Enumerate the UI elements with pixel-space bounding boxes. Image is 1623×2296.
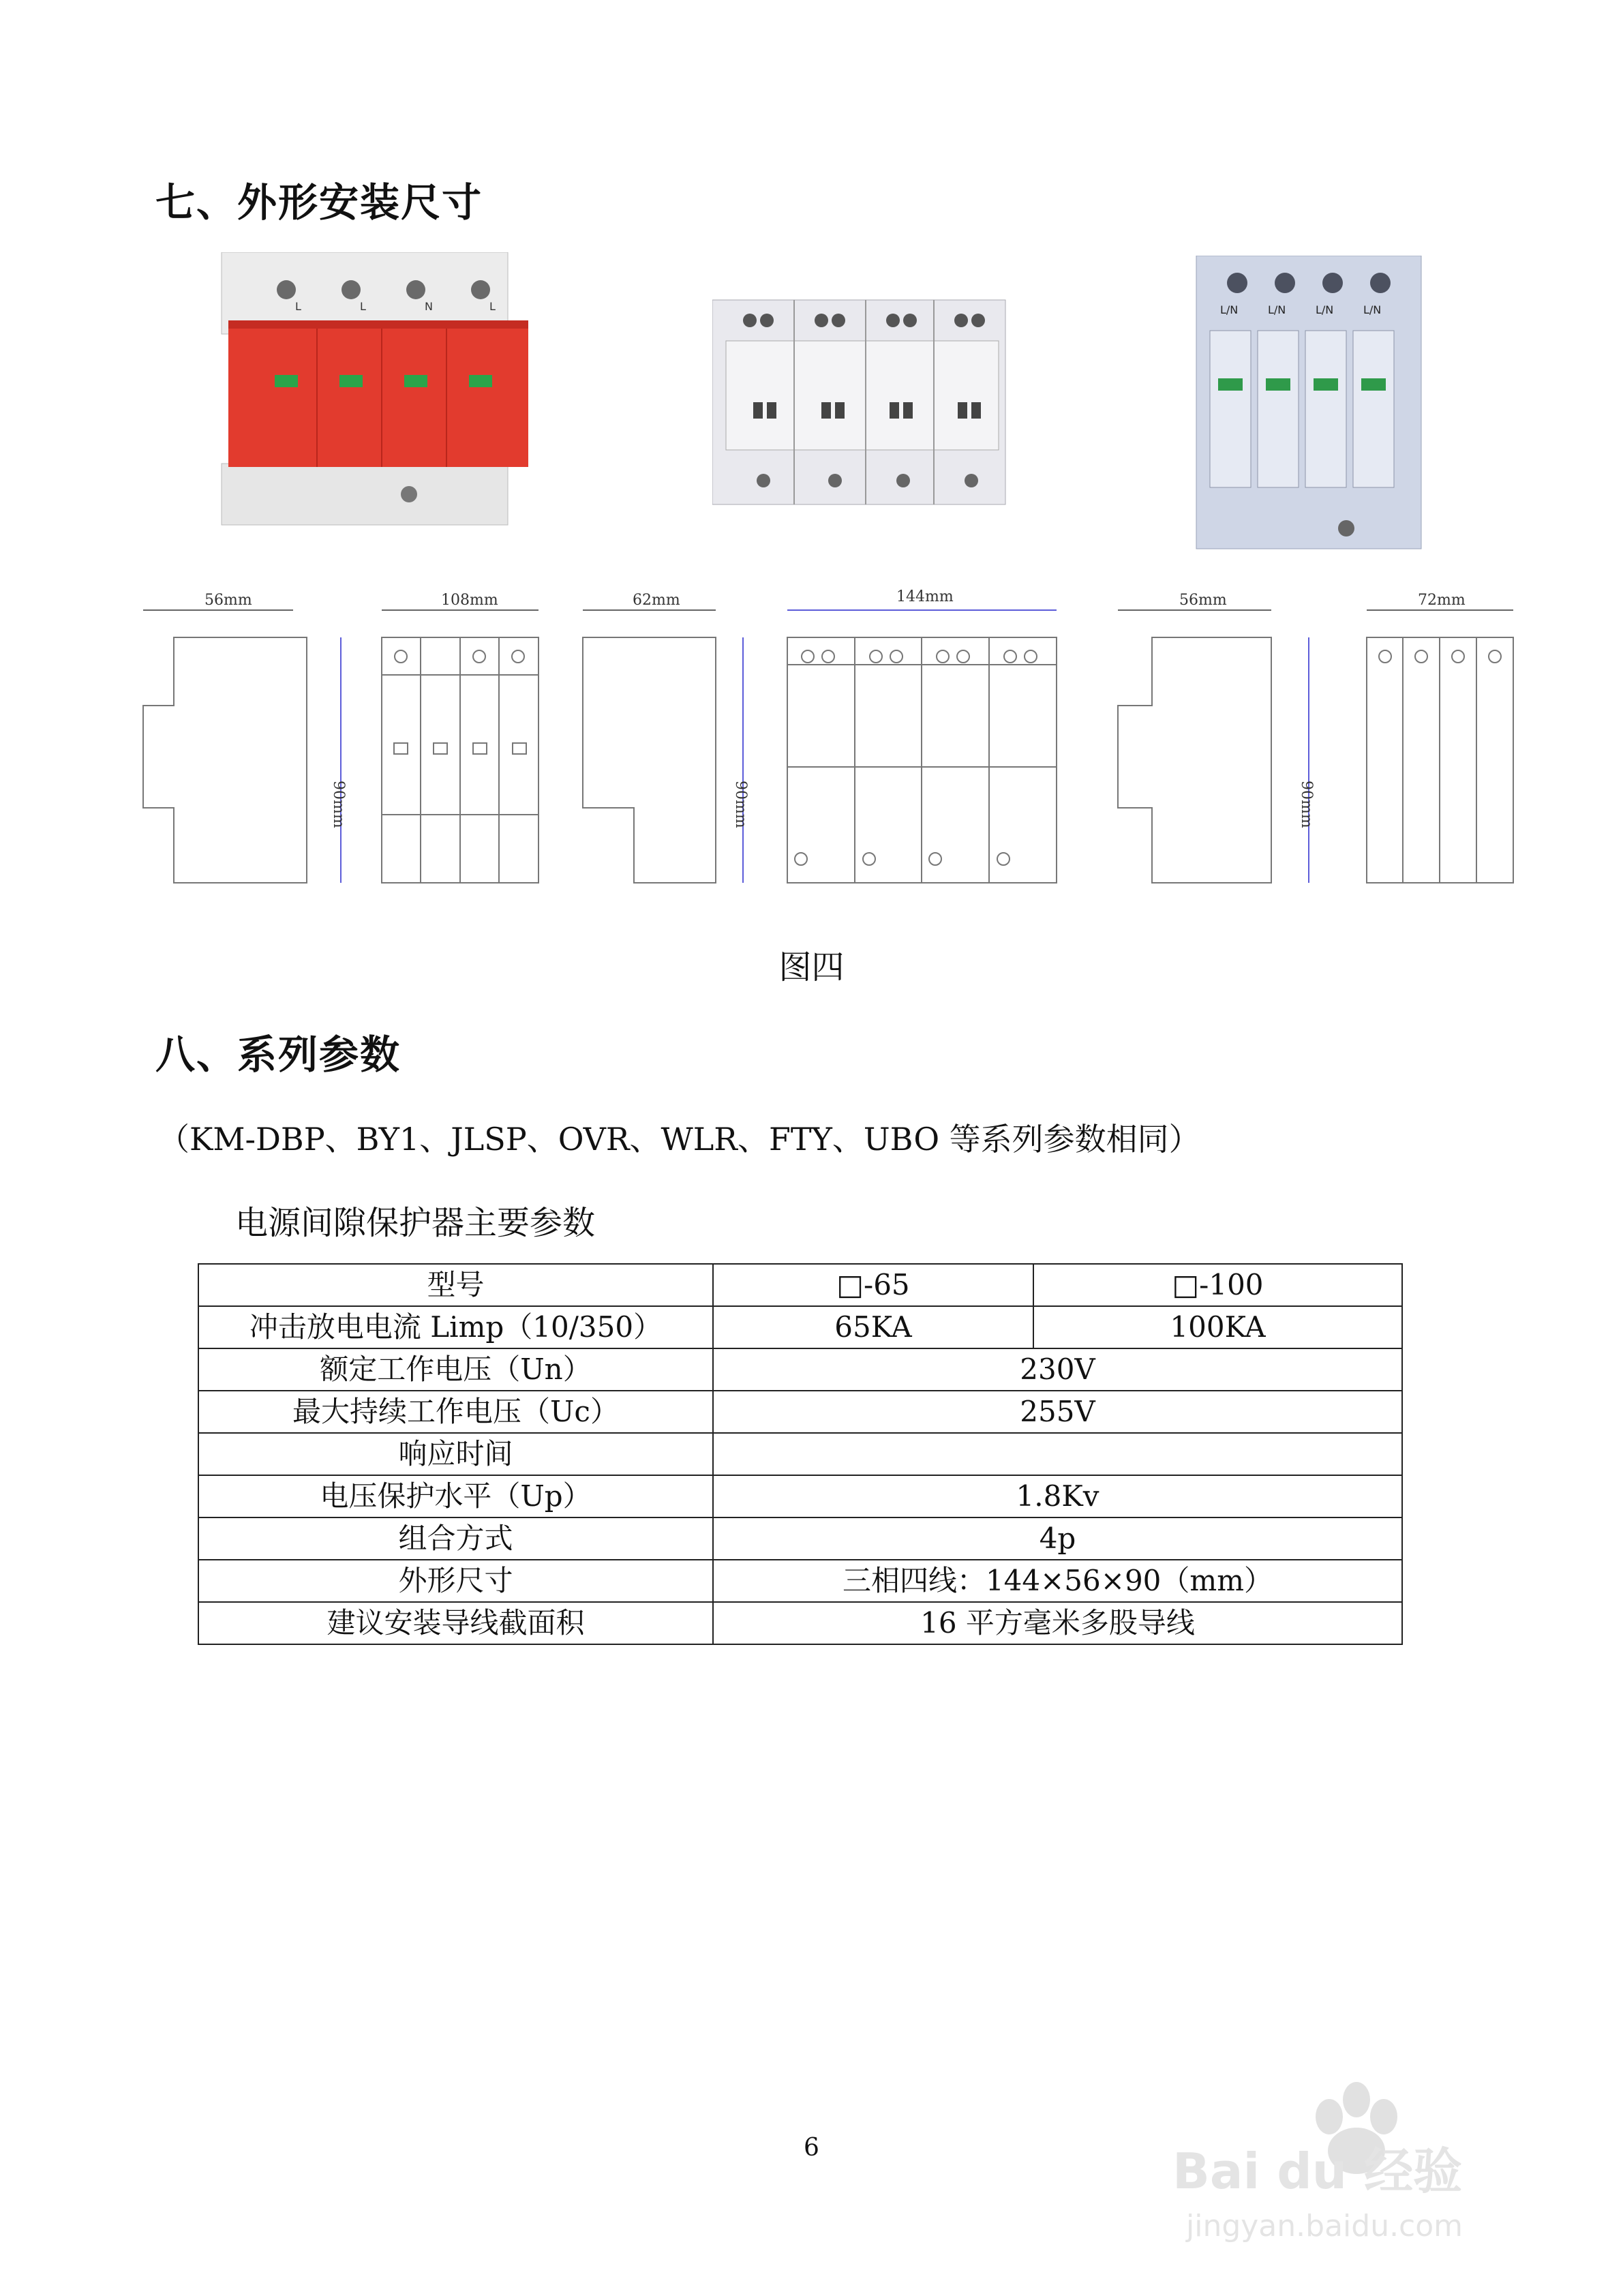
table-cell: 4p [713,1517,1402,1560]
height-label-90mm: 90mm [330,781,347,828]
table-cell: 230V [713,1348,1402,1391]
width-label-108mm: 108mm [441,592,498,609]
height-label-90mm: 90mm [732,781,749,828]
table-cell-label: 电压保护水平（Up） [198,1475,713,1517]
table-cell: 16 平方毫米多股导线 [713,1602,1402,1644]
baidu-jingyan-watermark [1159,2052,1541,2256]
table-row [198,1264,1402,1306]
white-surge-protector-photo [712,293,1026,511]
table-row [198,1348,1402,1391]
table-cell-label: 响应时间 [198,1433,713,1475]
width-label-56mm: 56mm [204,592,252,609]
table-cell-label: 组合方式 [198,1517,713,1560]
table-cell-label: 建议安装导线截面积 [198,1602,713,1644]
table-cell-label: 外形尺寸 [198,1560,713,1602]
dimension-drawings [136,583,1527,896]
table-cell-label: 额定工作电压（Un） [198,1348,713,1391]
watermark-url: jingyan.baidu.com [1186,2209,1463,2244]
table-row [198,1475,1402,1517]
table-cell [713,1433,1402,1475]
parameter-table [198,1263,1403,1645]
blue-surge-protector-photo [1189,256,1435,556]
table-row [198,1306,1402,1348]
width-label-144mm: 144mm [896,588,954,605]
watermark-brand: Bai du 经验 [1172,2143,1463,2200]
table-title: 电源间隙保护器主要参数 [235,1204,596,1242]
width-label-72mm: 72mm [1418,592,1466,609]
table-row [198,1560,1402,1602]
table-cell: □-65 [713,1264,1033,1306]
terminal-label: L/N [1220,303,1239,316]
height-label-90mm: 90mm [1298,781,1315,828]
width-label-56mm: 56mm [1179,592,1227,609]
table-cell-label: 最大持续工作电压（Uc） [198,1391,713,1433]
table-cell: 65KA [713,1306,1033,1348]
table-row [198,1517,1402,1560]
table-cell-label: 冲击放电电流 Limp（10/350） [198,1306,713,1348]
figure-caption: 图四 [778,948,845,986]
page-number: 6 [804,2134,819,2162]
table-cell: 255V [713,1391,1402,1433]
terminal-label: L [295,300,301,313]
table-cell: 1.8Kv [713,1475,1402,1517]
table-row [198,1433,1402,1475]
series-note: （KM-DBP、BY1、JLSP、OVR、WLR、FTY、UBO 等系列参数相同） [158,1121,1200,1158]
table-cell: 三相四线：144×56×90（mm） [713,1560,1402,1602]
table-cell-label: 型号 [198,1264,713,1306]
terminal-label: L/N [1363,303,1382,316]
terminal-label: L/N [1268,303,1286,316]
section-heading-dimensions: 七、外形安装尺寸 [155,179,483,226]
section-heading-parameters: 八、系列参数 [155,1031,401,1078]
width-label-62mm: 62mm [633,592,680,609]
table-cell: □-100 [1033,1264,1402,1306]
terminal-label: L [489,300,496,313]
terminal-label: L [360,300,366,313]
terminal-label: N [425,300,433,313]
terminal-label: L/N [1316,303,1334,316]
red-surge-protector-photo [215,252,542,532]
table-row [198,1391,1402,1433]
table-cell: 100KA [1033,1306,1402,1348]
table-row [198,1602,1402,1644]
